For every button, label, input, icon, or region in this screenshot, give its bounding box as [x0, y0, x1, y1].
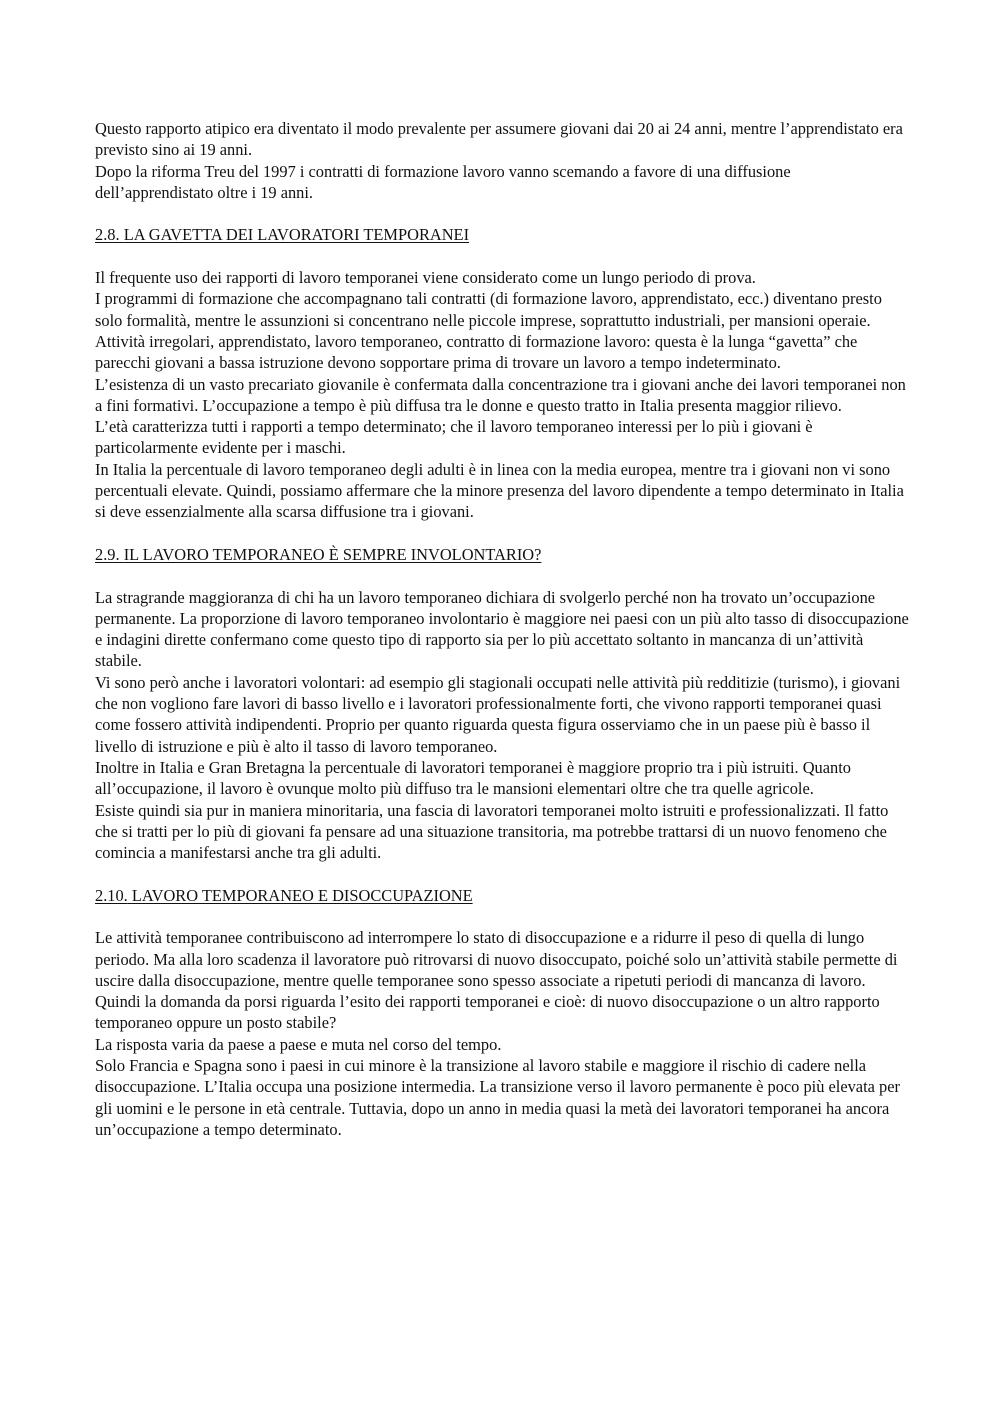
section-heading	[95, 885, 910, 906]
paragraph-spacer	[95, 246, 910, 267]
section-title: IL LAVORO TEMPORANEO È SEMPRE INVOLONTARIO?	[123, 544, 542, 564]
body-paragraph: Questo rapporto atipico era diventato il modo prevalente per assumere giovani dai 20 ai 24 anni, mentre l’apprendistato era previsto sino ai 19 anni.	[95, 119, 903, 160]
section-number: 2.10.	[95, 885, 128, 905]
body-paragraph: Le attività temporanee contribuiscono ad interrompere lo stato di disoccupazione e a ridurre il peso di quella di lungo periodo. Ma alla loro scadenza il lavoratore può ritrovarsi di nuovo disoccupato, poiché solo un’attività stabile permette di uscire dalla disoccupazione, mentre quelle temporanee sono spesso associate a ripetuti periodi di mancanza di lavoro.	[95, 928, 898, 990]
body-paragraph: Solo Francia e Spagna sono i paesi in cui minore è la transizione al lavoro stabile e maggiore il rischio di cadere nella disoccupazione. L’Italia occupa una posizione intermedia. La transizione verso il lavoro permanente è poco più elevata per gli uomini e le persone in età centrale. Tuttavia, dopo un anno in media quasi la metà dei lavoratori temporanei ha ancora un’occupazione a tempo determinato.	[95, 1056, 900, 1139]
section-title: LA GAVETTA DEI LAVORATORI TEMPORANEI	[123, 225, 470, 245]
body-paragraph: Inoltre in Italia e Gran Bretagna la percentuale di lavoratori temporanei è maggiore proprio tra i più istruiti. Quanto all’occupazione, il lavoro è ovunque molto più diffuso tra le mansioni elementari oltre che tra quelle agricole.	[95, 757, 851, 799]
document-page	[95, 118, 910, 1140]
section-number: 2.9.	[95, 544, 120, 564]
section-heading	[95, 544, 910, 565]
body-paragraph: Attività irregolari, apprendistato, lavoro temporaneo, contratto di formazione lavoro: questa è la lunga “gavetta” che parecchi giovani a bassa istruzione devono sopportare prima di trovare un lavoro a tempo indeterminato.	[95, 331, 858, 373]
body-paragraph: La risposta varia da paese a paese e muta nel corso del tempo.	[95, 1034, 502, 1054]
section-number: 2.8.	[95, 225, 120, 245]
body-paragraph: Quindi la domanda da porsi riguarda l’esito dei rapporti temporanei e cioè: di nuovo disoccupazione o un altro rapporto temporaneo oppure un posto stabile?	[95, 992, 880, 1033]
section-heading	[95, 224, 910, 245]
body-paragraph: Vi sono però anche i lavoratori volontari: ad esempio gli stagionali occupati nelle attività più redditizie (turismo), i giovani che non vogliono fare lavori di basso livello e i lavoratori professionalmente forti, che vivono rapporti temporanei quasi come fossero attività indipendenti. Proprio per quanto riguarda questa figura osserviamo che in un paese più è basso il livello di istruzione e più è alto il tasso di lavoro temporaneo.	[95, 672, 901, 756]
paragraph-spacer	[95, 863, 910, 884]
body-paragraph: Dopo la riforma Treu del 1997 i contratti di formazione lavoro vanno scemando a favore di una diffusione dell’apprendistato oltre i 19 anni.	[95, 161, 791, 202]
body-paragraph: Il frequente uso dei rapporti di lavoro temporanei viene considerato come un lungo periodo di prova.	[95, 268, 756, 288]
body-paragraph: I programmi di formazione che accompagnano tali contratti (di formazione lavoro, apprendistato, ecc.) diventano presto solo formalità, mentre le assunzioni si concentrano nelle piccole imprese, soprattutto industriali, per mansioni operaie.	[95, 289, 882, 330]
body-paragraph: In Italia la percentuale di lavoro temporaneo degli adulti è in linea con la media europea, mentre tra i giovani non vi sono percentuali elevate. Quindi, possiamo affermare che la minore presenza del lavoro dipendente a tempo determinato in Italia si deve essenzialmente alla scarsa diffusione tra i giovani.	[95, 459, 904, 522]
body-paragraph: L’esistenza di un vasto precariato giovanile è confermata dalla concentrazione tra i giovani anche dei lavori temporanei non a fini formativi. L’occupazione a tempo è più diffusa tra le donne e questo tratto in Italia presenta maggior rilievo.	[95, 374, 906, 415]
paragraph-spacer	[95, 523, 910, 544]
body-paragraph: L’età caratterizza tutti i rapporti a tempo determinato; che il lavoro temporaneo interessi per lo più i giovani è particolarmente evidente per i maschi.	[95, 417, 813, 458]
paragraph-spacer	[95, 565, 910, 586]
paragraph-spacer	[95, 203, 910, 224]
body-paragraph: Esiste quindi sia pur in maniera minoritaria, una fascia di lavoratori temporanei molto istruiti e professionalizzati. Il fatto che si tratti per lo più di giovani fa pensare ad una situazione transitoria, ma potrebbe trattarsi di un nuovo fenomeno che comincia a manifestarsi anche tra gli adulti.	[95, 800, 889, 863]
paragraph-spacer	[95, 906, 910, 927]
body-paragraph: La stragrande maggioranza di chi ha un lavoro temporaneo dichiara di svolgerlo perché non ha trovato un’occupazione permanente. La proporzione di lavoro temporaneo involontario è maggiore nei paesi con un più alto tasso di disoccupazione e indagini dirette confermano come questo tipo di rapporto sia per lo più accettato soltanto in mancanza di un’attività stabile.	[95, 587, 909, 671]
section-title: LAVORO TEMPORANEO E DISOCCUPAZIONE	[131, 885, 473, 905]
